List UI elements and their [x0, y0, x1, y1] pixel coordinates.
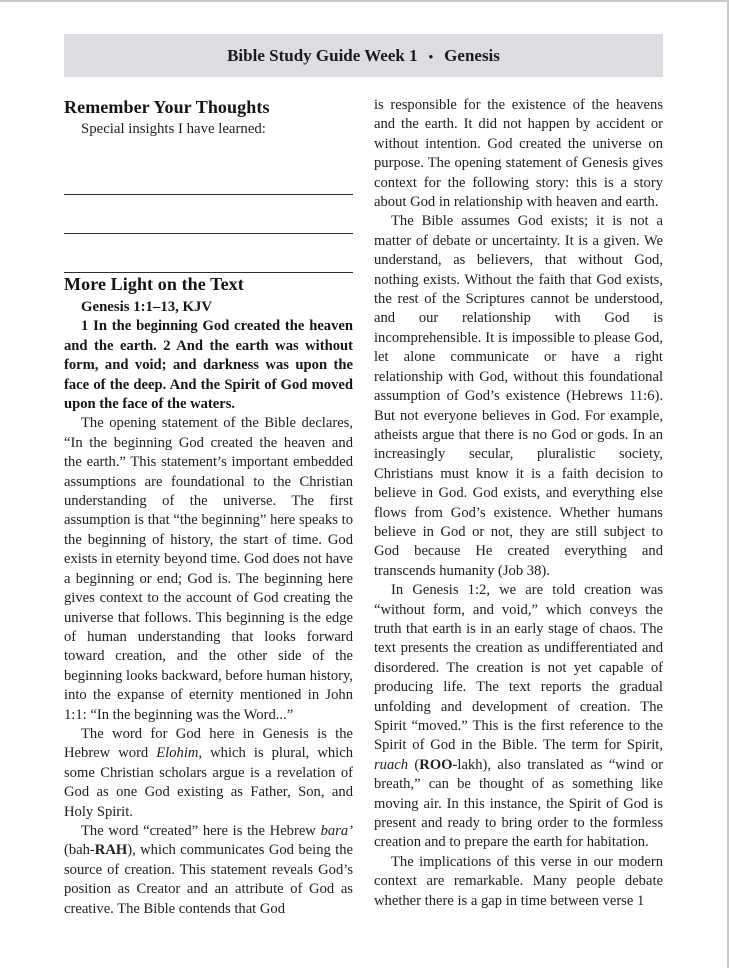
thoughts-prompt: Special insights I have learned:	[81, 121, 266, 137]
paragraph: The word “created” here is the Hebrew bara’ (bah-RAH), which communicates God being the source of creation. This statement reveals God’s position as Creator and an attribute of God as creative. The Bible contends that God	[64, 822, 353, 917]
more-light-heading: More Light on the Text	[64, 274, 244, 294]
write-in-line	[64, 156, 353, 195]
write-in-line	[64, 234, 353, 273]
paragraph: The opening statement of the Bible declares, “In the beginning God created the heaven and the earth.” This statement’s important embedded assumptions are foundational to the Christian understanding of the universe. The first assumption is that “the beginning” here speaks to the beginning of history, the start of time. God exists in eternity beyond time. God does not have a beginning or end; God is. The beginning here gives context to the account of God creating the universe that follows. This beginning is the edge of human understanding that looks forward toward creation, and the other side of the beginning looks backward, before human history, into the expanse of eternity mentioned in John 1:1: “In the beginning was the Word...”	[64, 415, 353, 723]
page-top-edge	[0, 0, 729, 2]
right-column	[374, 96, 663, 911]
paragraph: In Genesis 1:2, we are told creation was “without form, and void,” which conveys the truth that earth is in an early stage of chaos. The text presents the creation as undifferentiated and disordered. The creation is not yet capable of producing life. The text reports the gradual unfolding and development of creation. The Spirit “moved.” This is the first reference to the Spirit of God in the Bible. The term for Spirit, ruach (ROO-lakh), also translated as “wind or breath,” can be thought of as something like moving air. In this instance, the Spirit of God is present and ready to bring order to the formless creation and to prepare the earth for habitation.	[374, 582, 663, 851]
passage-reference: Genesis 1:1–13, KJV	[81, 299, 213, 315]
header-bullet-separator: •	[428, 48, 434, 64]
scripture-verse-text: 1 In the beginning God created the heaven and the earth. 2 And the earth was without form, and void; and darkness was upon the face of the deep. And the Spirit of God moved upon the face of the waters.	[64, 318, 353, 413]
header-subtitle: Genesis	[444, 45, 500, 65]
paragraph: The word for God here in Genesis is the Hebrew word Elohim, which is plural, which some Christian scholars argue is a revelation of God as one God existing as Father, Son, and Holy Spirit.	[64, 725, 353, 820]
paragraph: The Bible assumes God exists; it is not a matter of debate or uncertainty. It is a given. We understand, as believers, that without God, nothing exists. Without the faith that God exists, the rest of the Scriptures cannot be understood, and our relationship with God is incomprehensible. It is impossible to please God, let alone communicate or have a right relationship with God, without this foundational assumption of God’s existence (Hebrews 11:6). But not everyone believes in God. For example, atheists argue that there is no God or gods. In an increasingly secular, pluralistic society, Christians must know it is a faith decision to believe in God. God exists, and everything else flows from God’s existence. Whether humans believe in God or not, they are still subject to God because He created everything and transcends humanity (Job 38).	[374, 213, 663, 579]
thoughts-heading: Remember Your Thoughts	[64, 97, 270, 117]
paragraph-continuation: is responsible for the existence of the heavens and the earth. It did not happen by accident or without intention. God created the universe on purpose. The opening statement of Genesis gives context for the following story: this is a story about God in relationship with heaven and earth.	[374, 97, 663, 211]
write-in-line	[64, 195, 353, 234]
header-title: Bible Study Guide Week 1	[227, 45, 418, 65]
write-in-lines	[64, 156, 353, 273]
header-banner	[64, 34, 663, 77]
paragraph: The implications of this verse in our modern context are remarkable. Many people debate whether there is a gap in time between verse 1	[374, 853, 663, 909]
left-column	[64, 96, 353, 919]
